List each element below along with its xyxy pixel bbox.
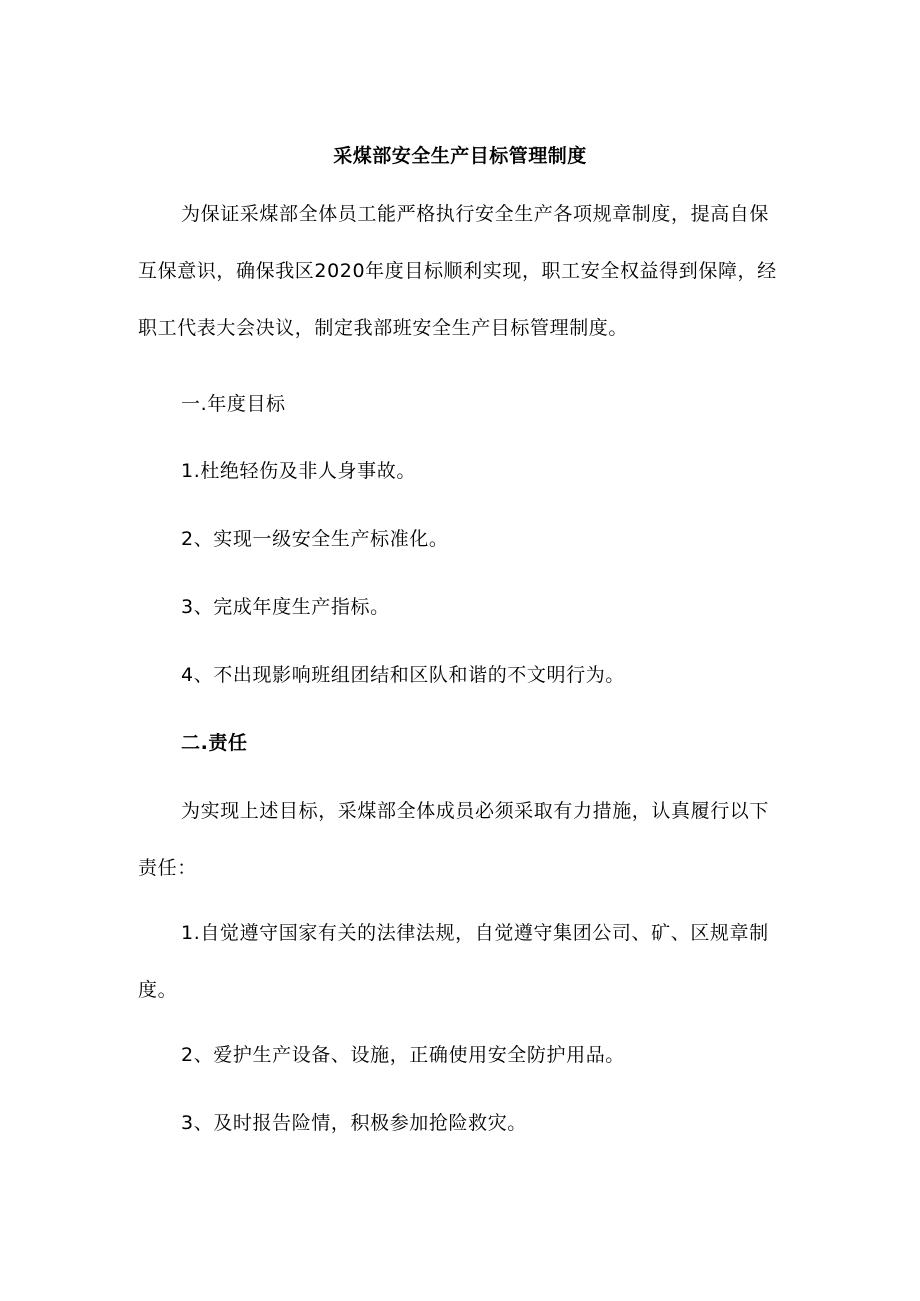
responsibility-intro: 为实现上述目标，采煤部全体成员必须采取有力措施，认真履行以下责任： <box>138 800 770 879</box>
goal-item-3: 3、完成年度生产指标。 <box>181 596 390 618</box>
document-title: 采煤部安全生产目标管理制度 <box>333 145 587 167</box>
responsibility-item-1: 1.自觉遵守国家有关的法律法规，自觉遵守集团公司、矿、区规章制度。 <box>138 922 769 1001</box>
section-heading-annual-goals: 一.年度目标 <box>181 393 286 415</box>
responsibility-item-2: 2、爱护生产设备、设施，正确使用安全防护用品。 <box>181 1044 625 1066</box>
section-heading-responsibilities: 二.责任 <box>181 732 248 754</box>
goal-item-1: 1.杜绝轻伤及非人身事故。 <box>181 460 416 482</box>
goal-item-4: 4、不出现影响班组团结和区队和谐的不文明行为。 <box>181 664 625 686</box>
goal-item-2: 2、实现一级安全生产标准化。 <box>181 528 449 550</box>
responsibility-item-3: 3、及时报告险情，积极参加抢险救灾。 <box>181 1112 527 1134</box>
intro-paragraph: 为保证采煤部全体员工能严格执行安全生产各项规章制度，提高自保互保意识，确保我区2020年度目标顺利实现，职工安全权益得到保障，经职工代表大会决议，制定我部班安全生产目标管理制度。 <box>138 203 777 339</box>
